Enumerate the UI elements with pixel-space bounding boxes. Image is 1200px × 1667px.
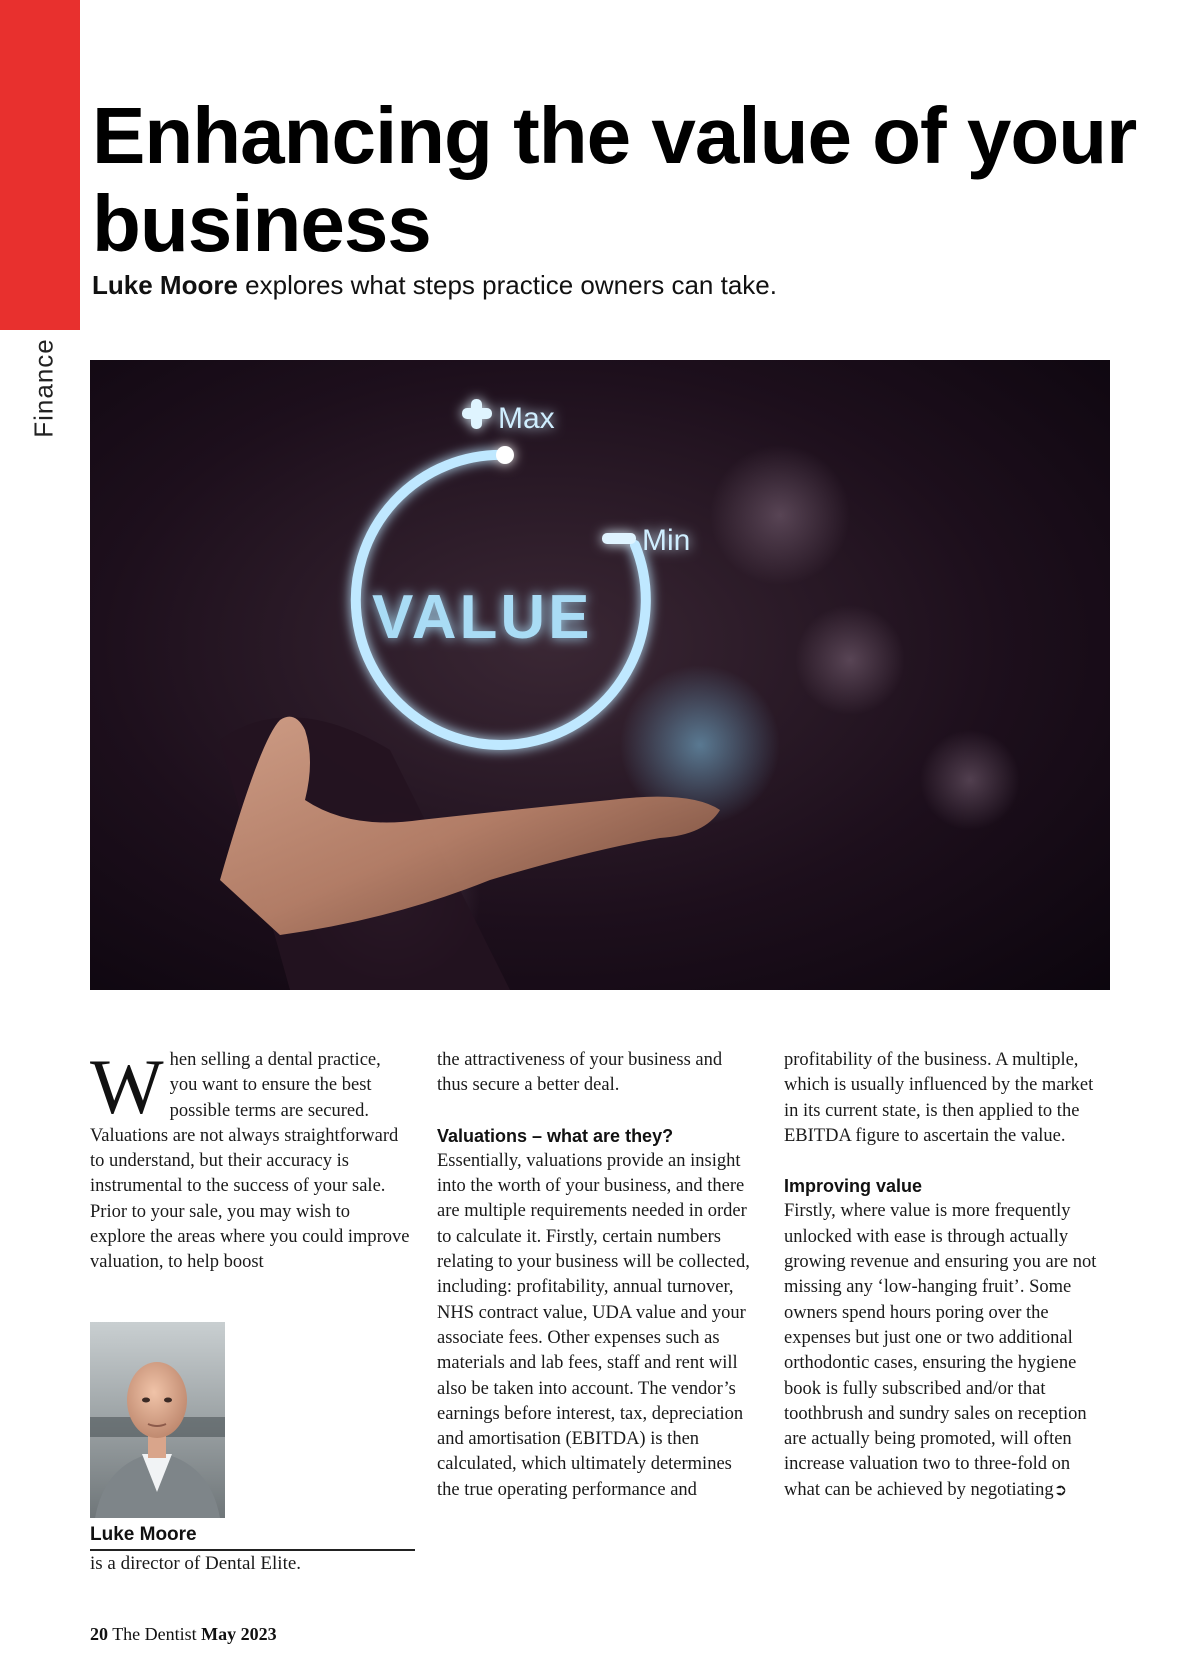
article-headline: Enhancing the value of your business [92,91,1137,268]
article-subheading: Improving value [784,1176,923,1197]
section-label: Finance [28,338,59,438]
article-column-2 [437,1048,757,1503]
hero-min-label: Min [642,524,691,557]
author-role: is a director of Dental Elite. [90,1553,302,1574]
article-subheading: Valuations – what are they? [437,1125,674,1146]
section-color-bar [0,0,80,330]
article-paragraph: Essentially, valuations provide an insight into the worth of your business, and there are multiple requirements needed in order to calculate it. Firstly, certain numbers relating to your business will be collected, including: profitability, annual turnover, NHS contract value, UDA value and your associate fees. Other expenses such as materials and lab fees, staff and rent will also be taken into account. The vendor’s earnings before interest, tax, depreciation and amortisation (EBITDA) is then calculated, which ultimately determines the true operating performance and [437,1150,750,1500]
hero-max-label: Max [498,402,555,435]
article-column-3 [784,1048,1104,1503]
article-paragraph: profitability of the business. A multiple, which is usually influenced by the market in its current state, is then applied to the EBITDA figure to ascertain the value. [784,1050,1094,1146]
page-footer [90,1624,277,1645]
article-column-1 [90,1043,410,1276]
drop-cap: W [90,1043,164,1130]
publication-name: The Dentist [112,1624,197,1644]
article-paragraph: hen selling a dental practice, you want to ensure the best possible terms are secured. Valuations are not always straightforward to understand, but their accuracy is instrumental to the success of your sale. Prior to your sale, you may wish to explore the areas where you could improve valuation, to help boost [90,1050,410,1273]
article-paragraph [784,1199,1104,1503]
issue-date: May 2023 [201,1624,277,1644]
author-name: Luke Moore [90,1524,415,1551]
page-number: 20 [90,1624,108,1644]
standfirst-text: explores what steps practice owners can take. [237,270,777,300]
article-paragraph-text: Firstly, where value is more frequently unlocked with ease is through actually growing revenue and ensuring you are not missing any ‘low-hanging fruit’. Some owners spend hours poring over the expenses but just one or two additional orthodontic cases, ensuring the hygiene book is fully subscribed and/or that toothbrush and sundry sales on reception are actually being promoted, will often increase valuation two to three-fold on what can be achieved by negotiating [784,1201,1097,1500]
hero-value-label: VALUE [372,583,593,652]
hero-image [90,360,1110,990]
continue-arrow-icon: ➲ [1053,1481,1068,1499]
standfirst-author: Luke Moore [92,270,238,300]
author-photo [90,1322,225,1518]
standfirst [92,270,1092,301]
article-paragraph: the attractiveness of your business and thus secure a better deal. [437,1050,723,1096]
